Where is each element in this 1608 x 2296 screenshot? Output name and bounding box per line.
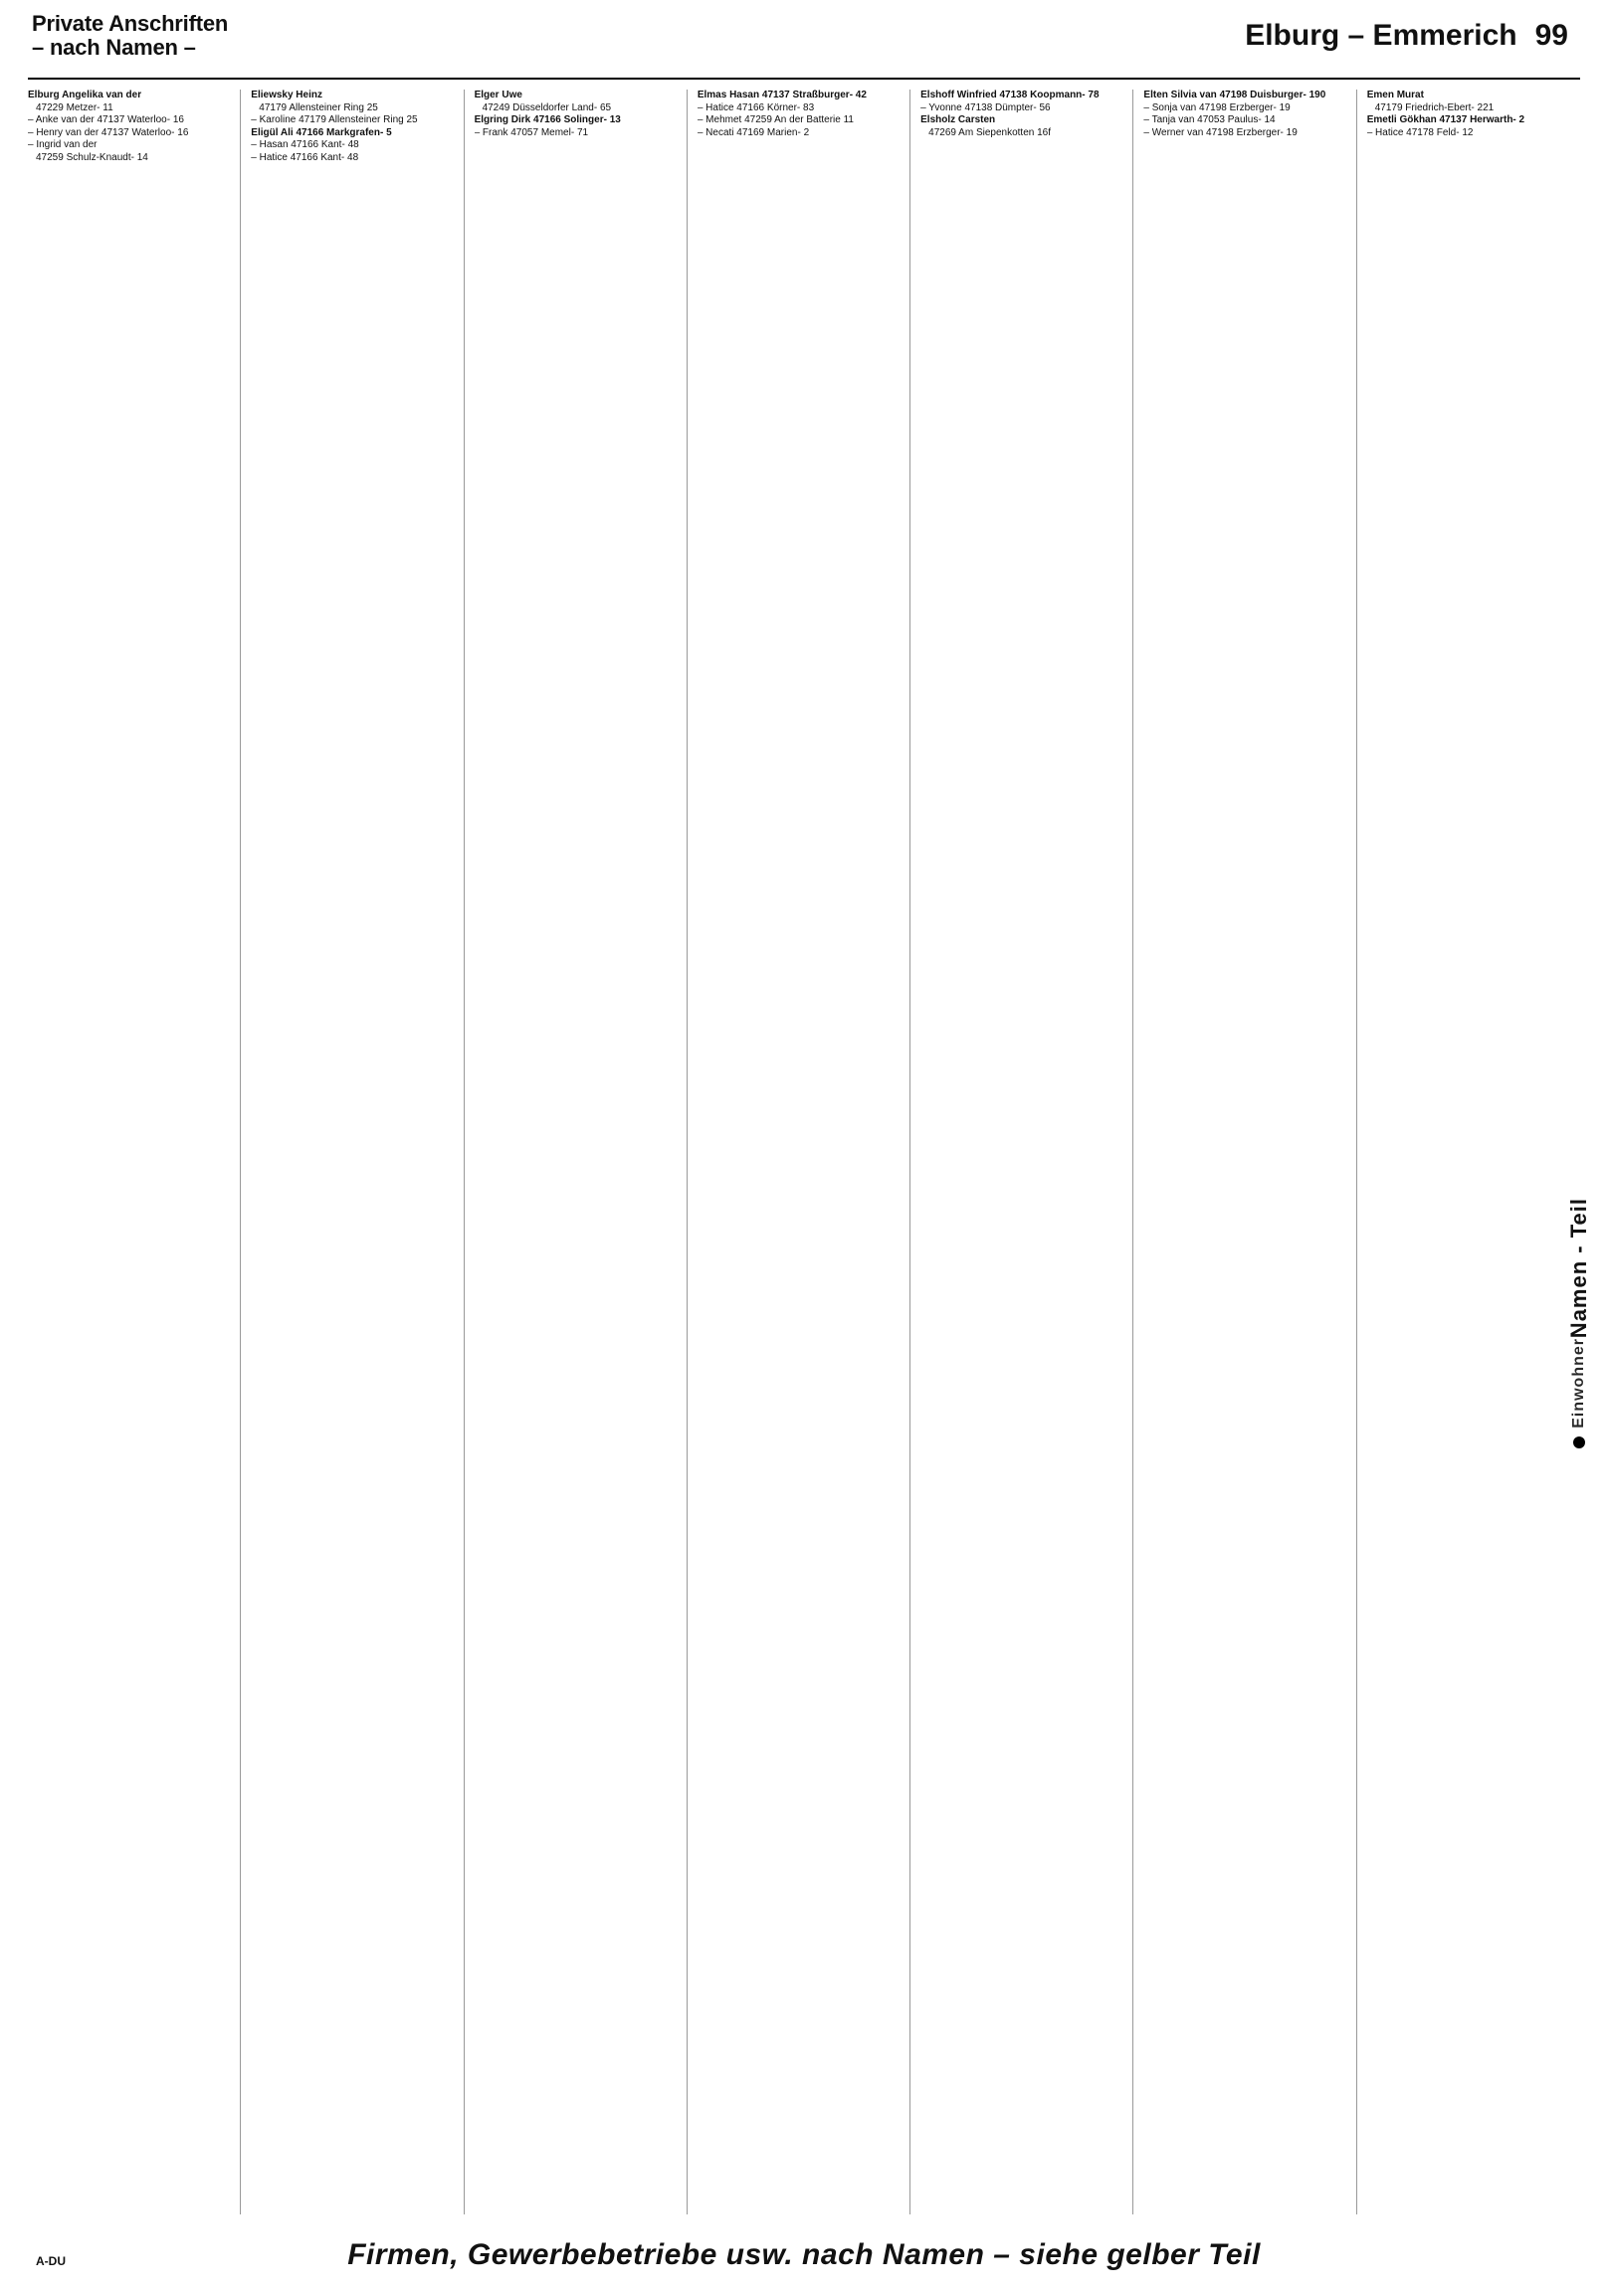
directory-column <box>920 90 1133 2214</box>
directory-column <box>28 90 241 2214</box>
section-heading-line1: Private Anschriften <box>32 11 229 36</box>
page-number: 99 <box>1534 19 1568 52</box>
directory-entry: 47269 Am Siepenkotten 16f <box>928 126 1052 138</box>
directory-entry: – Mehmet 47259 An der Batterie 11 <box>697 114 854 126</box>
directory-entry: Elsholz Carsten <box>920 114 996 126</box>
directory-entry: – Hatice 47166 Kant- 48 <box>251 151 359 163</box>
directory-entry: – Hasan 47166 Kant- 48 <box>251 139 359 151</box>
directory-entry: – Hatice 47166 Körner- 83 <box>697 101 815 113</box>
directory-entry: – Frank 47057 Memel- 71 <box>474 126 589 138</box>
directory-entry: Emetli Gökhan 47137 Herwarth- 2 <box>1366 114 1525 126</box>
directory-column <box>1143 90 1356 2214</box>
directory-entry: – Hatice 47178 Feld- 12 <box>1366 126 1474 138</box>
directory-entry: – Tanja van 47053 Paulus- 14 <box>1143 114 1276 126</box>
directory-entry: – Necati 47169 Marien- 2 <box>697 126 810 138</box>
directory-column <box>1367 90 1580 2214</box>
section-heading-line2: – nach Namen – <box>32 35 196 60</box>
directory-entry: – Anke van der 47137 Waterloo- 16 <box>28 114 184 126</box>
directory-column <box>251 90 464 2214</box>
side-tab-sublabel: Einwohner <box>1570 1338 1587 1429</box>
directory-column <box>698 90 910 2214</box>
page-range: Elburg – Emmerich <box>1245 19 1517 52</box>
directory-entry: Elshoff Winfried 47138 Koopmann- 78 <box>920 90 1100 100</box>
side-tab-bullet <box>1573 1436 1585 1448</box>
directory-entry: Eliewsky Heinz <box>251 90 322 100</box>
directory-entry: 47229 Metzer- 11 <box>36 101 113 113</box>
page-code: A-DU <box>36 2254 66 2268</box>
directory-entry: – Sonja van 47198 Erzberger- 19 <box>1143 101 1291 113</box>
directory-entry: – Yvonne 47138 Dümpter- 56 <box>920 101 1051 113</box>
directory-entry: Elten Silvia van 47198 Duisburger- 190 <box>1143 90 1326 100</box>
directory-entry: Elger Uwe <box>474 90 522 100</box>
directory-entry: 47179 Friedrich-Ebert- 221 <box>1374 101 1495 113</box>
directory-entry: Emen Murat <box>1366 90 1424 100</box>
directory-entry: – Karoline 47179 Allensteiner Ring 25 <box>251 114 418 126</box>
directory-entry: Elgring Dirk 47166 Solinger- 13 <box>474 114 621 126</box>
directory-entry: Eligül Ali 47166 Markgrafen- 5 <box>251 126 392 138</box>
directory-column <box>475 90 688 2214</box>
directory-entry: 47259 Schulz-Knaudt- 14 <box>36 151 148 163</box>
directory-entry: Elburg Angelika van der <box>28 90 142 100</box>
footer-note: Firmen, Gewerbebetriebe usw. nach Namen – siehe gelber Teil <box>347 2238 1261 2271</box>
directory-entry: 47179 Allensteiner Ring 25 <box>259 101 378 113</box>
directory-entry: – Ingrid van der <box>28 139 98 151</box>
directory-entry: 47249 Düsseldorfer Land- 65 <box>482 101 612 113</box>
directory-entry: – Henry van der 47137 Waterloo- 16 <box>28 126 189 138</box>
page-range-heading <box>1245 20 1568 52</box>
side-tab <box>1558 1144 1600 1502</box>
side-tab-label: Namen - Teil <box>1566 1198 1591 1339</box>
section-heading <box>32 12 228 60</box>
directory-columns <box>28 90 1580 2214</box>
directory-entry: Elmas Hasan 47137 Straßburger- 42 <box>697 90 867 100</box>
header-divider <box>28 78 1580 80</box>
directory-entry: – Werner van 47198 Erzberger- 19 <box>1143 126 1298 138</box>
